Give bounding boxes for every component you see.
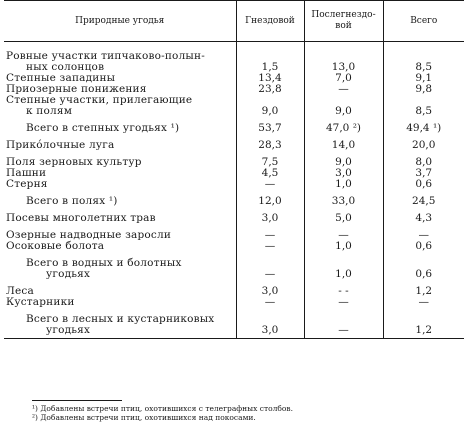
cell-nesting: 3,0: [236, 308, 304, 339]
cell-post-nesting: 13,0: [304, 42, 383, 74]
cell-post-nesting: —: [304, 297, 383, 308]
cell-total: 4,3: [383, 207, 464, 224]
table-row: [4, 179, 464, 190]
cell-nesting: —: [236, 297, 304, 308]
table-row: [4, 168, 464, 179]
cell-total: 0,6: [383, 179, 464, 190]
row-label: Осоковые болота: [6, 240, 105, 252]
cell-total: 0,6: [383, 252, 464, 280]
row-label: Ровные участки типчаково-полын- ных солонцов: [6, 50, 205, 73]
cell-nesting: 13,4: [236, 73, 304, 84]
cell-post-nesting: 5,0: [304, 207, 383, 224]
row-label: Пашни: [6, 167, 47, 179]
table-row: [4, 95, 464, 117]
cell-nesting: —: [236, 241, 304, 252]
table-row: [4, 134, 464, 151]
header-post-nesting: Послегнездо- вой: [304, 1, 383, 42]
table-row: [4, 42, 464, 74]
cell-nesting: —: [236, 224, 304, 241]
cell-post-nesting: 1,0: [304, 241, 383, 252]
cell-post-nesting: 1,0: [304, 179, 383, 190]
table-row: [4, 280, 464, 297]
cell-total: 9,1: [383, 73, 464, 84]
table-header-row: [4, 1, 464, 42]
cell-total: —: [383, 224, 464, 241]
cell-nesting: 4,5: [236, 168, 304, 179]
row-label: Кустарники: [6, 296, 75, 308]
cell-total: 20,0: [383, 134, 464, 151]
cell-post-nesting: 47,0 ²): [304, 117, 383, 134]
cell-post-nesting: 9,0: [304, 95, 383, 117]
cell-post-nesting: 33,0: [304, 190, 383, 207]
cell-post-nesting: —: [304, 84, 383, 95]
table-row-subtotal: [4, 190, 464, 207]
cell-nesting: 1,5: [236, 42, 304, 74]
cell-post-nesting: 3,0: [304, 168, 383, 179]
header-total: Всего: [383, 1, 464, 42]
cell-post-nesting: 7,0: [304, 73, 383, 84]
cell-nesting: 3,0: [236, 207, 304, 224]
cell-total: 8,5: [383, 95, 464, 117]
cell-nesting: 23,8: [236, 84, 304, 95]
row-label: Озерные надводные заросли: [6, 229, 172, 241]
cell-post-nesting: 1,0: [304, 252, 383, 280]
row-label: Всего в водных и болотных угодьях: [26, 257, 182, 280]
row-label: Всего в лесных и кустарниковых угодьях: [4, 308, 236, 339]
cell-total: 1,2: [383, 308, 464, 339]
footnote-1: ¹) Добавлены встречи птиц, охотившихся с телеграфных столбов.: [32, 404, 294, 413]
table-row: [4, 151, 464, 168]
row-label: Всего в степных угодьях ¹): [26, 122, 180, 134]
cell-total: 49,4 ¹): [383, 117, 464, 134]
row-label: Степные западины: [6, 72, 116, 84]
cell-post-nesting: —: [304, 308, 383, 339]
row-label: Стерня: [6, 178, 48, 190]
cell-nesting: 12,0: [236, 190, 304, 207]
table-row-subtotal: [4, 252, 464, 280]
cell-total: 1,2: [383, 280, 464, 297]
row-label: Степные участки, прилегающие к полям: [6, 94, 193, 117]
table-row: [4, 241, 464, 252]
row-label: Поля зерновых культур: [6, 156, 142, 168]
document-page: [4, 0, 464, 424]
cell-post-nesting: 9,0: [304, 151, 383, 168]
cell-post-nesting: - -: [304, 280, 383, 297]
header-nesting: Гнездовой: [236, 1, 304, 42]
table-row-subtotal: [4, 117, 464, 134]
row-label: Посевы многолетних трав: [6, 212, 156, 224]
cell-post-nesting: 14,0: [304, 134, 383, 151]
cell-post-nesting: —: [304, 224, 383, 241]
row-label: Всего в полях ¹): [26, 195, 118, 207]
cell-nesting: 53,7: [236, 117, 304, 134]
footnote-divider: [32, 400, 122, 401]
cell-nesting: 28,3: [236, 134, 304, 151]
footnotes: [32, 404, 293, 422]
table-row: [4, 207, 464, 224]
row-label: Прико́лочные луга: [6, 139, 115, 151]
habitat-table: [4, 0, 464, 339]
cell-total: 0,6: [383, 241, 464, 252]
cell-nesting: —: [236, 179, 304, 190]
cell-total: 3,7: [383, 168, 464, 179]
cell-nesting: —: [236, 252, 304, 280]
cell-total: 8,5: [383, 42, 464, 74]
cell-nesting: 3,0: [236, 280, 304, 297]
table-row-subtotal: [4, 308, 464, 339]
cell-total: —: [383, 297, 464, 308]
cell-nesting: 9,0: [236, 95, 304, 117]
row-label: Леса: [6, 285, 34, 297]
row-label: Приозерные понижения: [6, 83, 147, 95]
footnote-2: ²) Добавлены встречи птиц, охотившихся над покосами.: [32, 413, 256, 422]
table-row: [4, 224, 464, 241]
cell-total: 8,0: [383, 151, 464, 168]
cell-total: 24,5: [383, 190, 464, 207]
header-habitat: Природные угодья: [4, 1, 236, 42]
cell-total: 9,8: [383, 84, 464, 95]
table-row: [4, 297, 464, 308]
cell-nesting: 7,5: [236, 151, 304, 168]
